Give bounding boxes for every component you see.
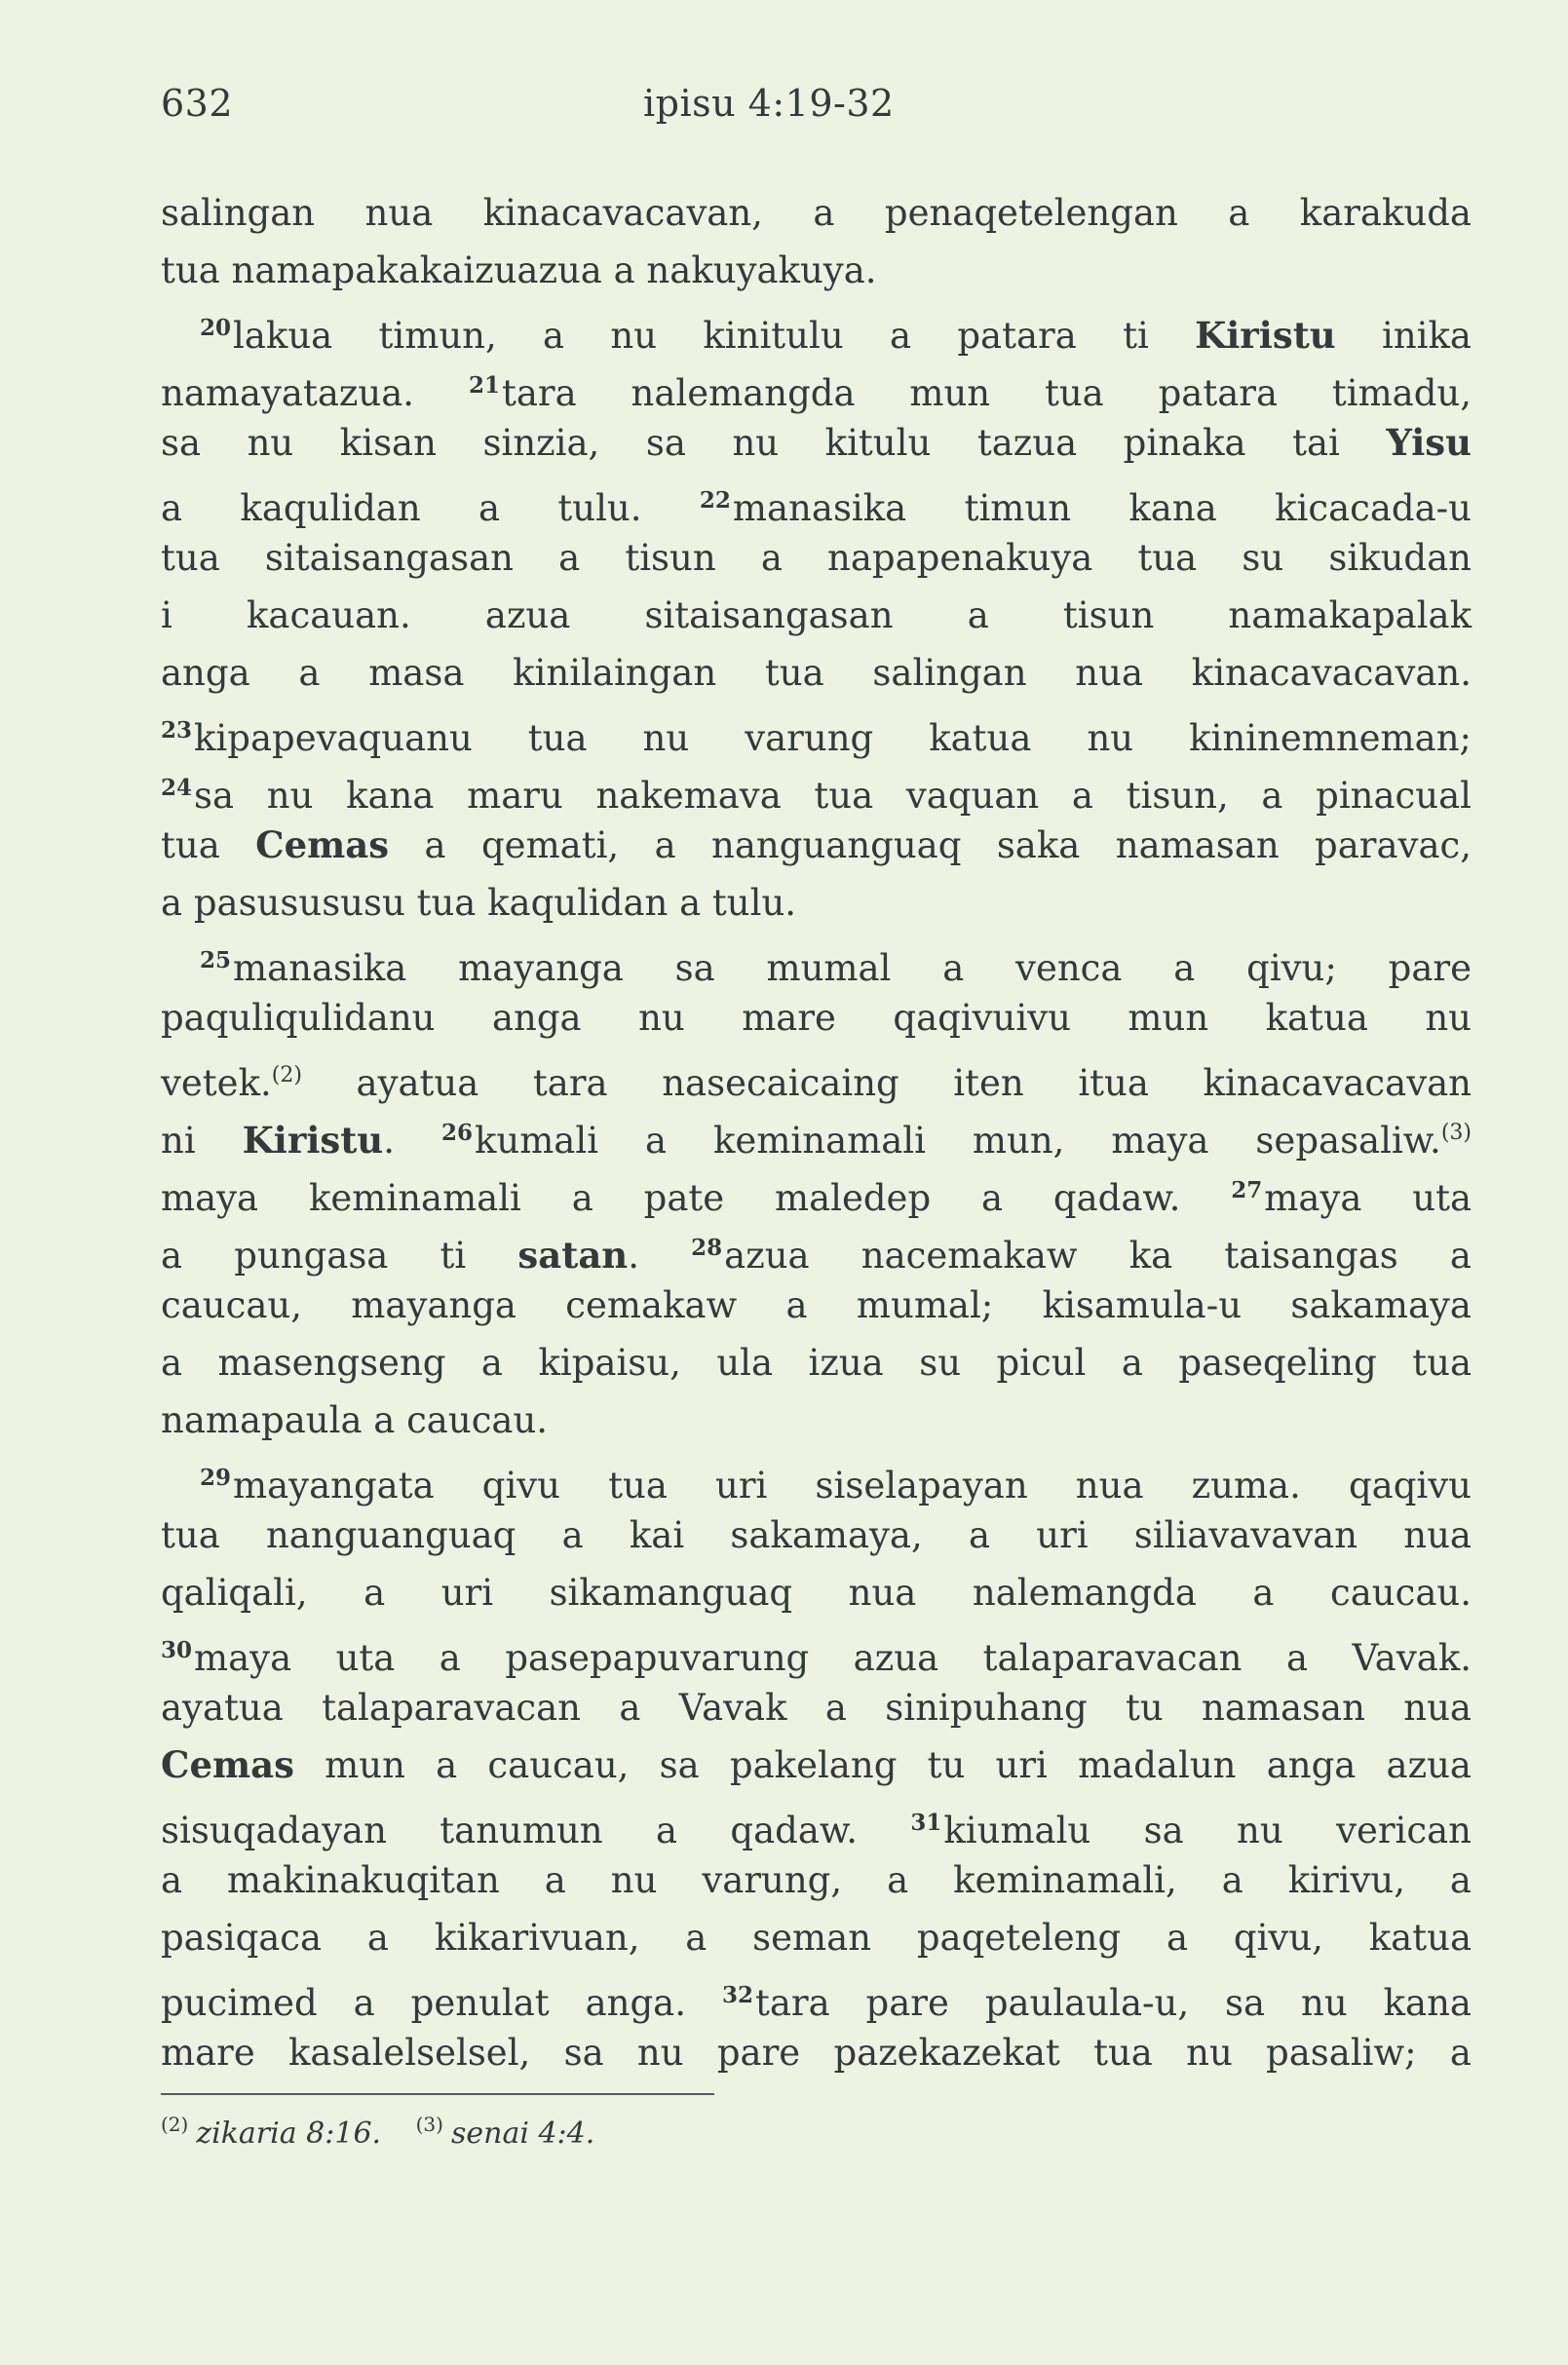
text-run: inika xyxy=(1335,315,1472,357)
text-run: ayatua talaparavacan a Vavak a sinipuhang tu namasan nua xyxy=(161,1687,1472,1729)
text-run: namapaula a caucau. xyxy=(161,1399,549,1441)
text-run: manasika mayanga sa mumal a venca a qivu; pare xyxy=(233,947,1472,989)
emphasis-word: satan xyxy=(517,1234,629,1277)
verse-number: 28 xyxy=(691,1235,723,1261)
emphasis-word: Cemas xyxy=(161,1743,294,1786)
text-run: salingan nua kinacavacavan, a penaqetelengan a karakuda xyxy=(161,192,1472,234)
footnote-divider xyxy=(161,2093,714,2095)
footnote-reference: (3) xyxy=(1440,1121,1472,1145)
text-line xyxy=(161,472,1472,529)
text-run: namayatazua. xyxy=(161,372,469,414)
text-run: a pasusususu tua kaqulidan a tulu. xyxy=(161,882,797,924)
text-run: maya uta xyxy=(1264,1177,1472,1219)
text-run: vetek. xyxy=(161,1062,272,1104)
verse-number: 31 xyxy=(910,1810,942,1836)
text-line xyxy=(161,1966,1472,2024)
text-run: pasiqaca a kikarivuan, a seman paqeteleng a qivu, katua xyxy=(161,1917,1472,1959)
text-line xyxy=(161,1909,1472,1966)
text-line xyxy=(161,184,1472,242)
text-line xyxy=(161,1507,1472,1564)
verse-number: 30 xyxy=(161,1637,193,1663)
scripture-text xyxy=(161,184,1472,2081)
verse-number: 23 xyxy=(161,717,193,744)
text-run: a pungasa ti xyxy=(161,1235,518,1277)
text-line xyxy=(161,299,1472,357)
text-line xyxy=(161,1621,1472,1679)
text-line xyxy=(161,587,1472,644)
text-run: a makinakuqitan a nu varung, a keminamali, a kirivu, a xyxy=(161,1859,1472,1901)
text-line xyxy=(161,1679,1472,1736)
verse-number: 27 xyxy=(1231,1177,1263,1203)
text-run: a qemati, a nanguanguaq saka namasan paravac, xyxy=(389,824,1472,866)
text-run: . xyxy=(383,1120,441,1162)
footnote-mark: (2) xyxy=(161,2113,189,2136)
verse-number: 22 xyxy=(699,487,731,514)
text-line xyxy=(161,1162,1472,1219)
text-run: qaliqali, a uri sikamanguaq nua nalemangda a caucau. xyxy=(161,1572,1472,1614)
text-line xyxy=(161,1449,1472,1507)
verse-number: 29 xyxy=(200,1465,232,1491)
text-run: tua nanguanguaq a kai sakamaya, a uri siliavavavan nua xyxy=(161,1514,1472,1556)
text-run: i kacauan. azua sitaisangasan a tisun namakapalak xyxy=(161,594,1472,636)
text-run: kiumalu sa nu verican xyxy=(943,1810,1472,1851)
verse-number: 25 xyxy=(200,947,232,973)
text-line xyxy=(161,817,1472,874)
emphasis-word: Yisu xyxy=(1386,421,1472,464)
emphasis-word: Kiristu xyxy=(1195,314,1336,357)
text-line xyxy=(161,1794,1472,1851)
footnotes xyxy=(161,2113,620,2151)
text-line xyxy=(161,1564,1472,1621)
text-run: maya uta a pasepapuvarung azua talaparavacan a Vavak. xyxy=(194,1637,1472,1679)
text-run: tua xyxy=(161,824,256,866)
text-line xyxy=(161,702,1472,759)
text-line xyxy=(161,1392,1472,1449)
text-run: maya keminamali a pate maledep a qadaw. xyxy=(161,1177,1232,1219)
text-run: a kaqulidan a tulu. xyxy=(161,487,700,529)
verse-number: 20 xyxy=(200,315,232,341)
text-line xyxy=(161,1736,1472,1794)
text-line xyxy=(161,1334,1472,1392)
text-line xyxy=(161,874,1472,932)
text-run: lakua timun, a nu kinitulu a patara ti xyxy=(233,315,1196,357)
text-run: mayangata qivu tua uri siselapayan nua zuma. qaqivu xyxy=(233,1465,1472,1507)
text-line xyxy=(161,759,1472,817)
text-run: anga a masa kinilaingan tua salingan nua kinacavacavan. xyxy=(161,652,1472,694)
text-run: ni xyxy=(161,1120,243,1162)
emphasis-word: Kiristu xyxy=(242,1119,384,1162)
text-run: caucau, mayanga cemakaw a mumal; kisamula-u sakamaya xyxy=(161,1284,1472,1326)
text-run: . xyxy=(628,1235,692,1277)
text-run: tara pare paulaula-u, sa nu kana xyxy=(754,1982,1472,2024)
text-run: azua nacemakaw ka taisangas a xyxy=(724,1235,1472,1277)
text-run: a masengseng a kipaisu, ula izua su picul a paseqeling tua xyxy=(161,1342,1472,1384)
text-run: sisuqadayan tanumun a qadaw. xyxy=(161,1810,911,1851)
text-line xyxy=(161,932,1472,989)
text-line xyxy=(161,1277,1472,1334)
text-run: ayatua tara nasecaicaing iten itua kinacavacavan xyxy=(301,1062,1472,1104)
text-run: kumali a keminamali mun, maya sepasaliw. xyxy=(474,1120,1441,1162)
text-run: tua sitaisangasan a tisun a napapenakuya tua su sikudan xyxy=(161,537,1472,579)
text-line xyxy=(161,1219,1472,1277)
text-run: paquliqulidanu anga nu mare qaqivuivu mun katua nu xyxy=(161,997,1472,1039)
text-line xyxy=(161,989,1472,1047)
text-line xyxy=(161,1104,1472,1162)
verse-number: 26 xyxy=(440,1120,473,1146)
text-run: tara nalemangda mun tua patara timadu, xyxy=(501,372,1472,414)
verse-number: 32 xyxy=(721,1982,753,2008)
text-line xyxy=(161,242,1472,299)
footnote-reference: (2) xyxy=(271,1063,302,1087)
running-header: ipisu 4:19-32 xyxy=(643,82,895,125)
emphasis-word: Cemas xyxy=(255,823,390,866)
text-run: sa nu kana maru nakemava tua vaquan a tisun, a pinacual xyxy=(194,775,1472,817)
text-line xyxy=(161,414,1472,472)
text-run: sa nu kisan sinzia, sa nu kitulu tazua pinaka tai xyxy=(161,422,1387,464)
text-line xyxy=(161,529,1472,587)
text-line xyxy=(161,1047,1472,1104)
text-run: mun a caucau, sa pakelang tu uri madalun anga azua xyxy=(293,1744,1472,1786)
text-line xyxy=(161,357,1472,414)
text-run: pucimed a penulat anga. xyxy=(161,1982,722,2024)
verse-number: 21 xyxy=(468,372,500,399)
text-line xyxy=(161,1851,1472,1909)
text-run: kipapevaquanu tua nu varung katua nu kininemneman; xyxy=(194,717,1472,759)
text-run: mare kasalelselsel, sa nu pare pazekazekat tua nu pasaliw; a xyxy=(161,2032,1472,2074)
text-run: tua namapakakaizuazua a nakuyakuya. xyxy=(161,249,877,291)
footnote-text: senai 4:4. xyxy=(450,2117,595,2151)
text-run: manasika timun kana kicacada-u xyxy=(732,487,1472,529)
text-line xyxy=(161,2024,1472,2081)
footnote-text: zikaria 8:16. xyxy=(196,2117,382,2151)
text-line xyxy=(161,644,1472,702)
footnote-mark: (3) xyxy=(415,2113,443,2136)
page-number: 632 xyxy=(161,82,234,125)
verse-number: 24 xyxy=(161,775,193,801)
